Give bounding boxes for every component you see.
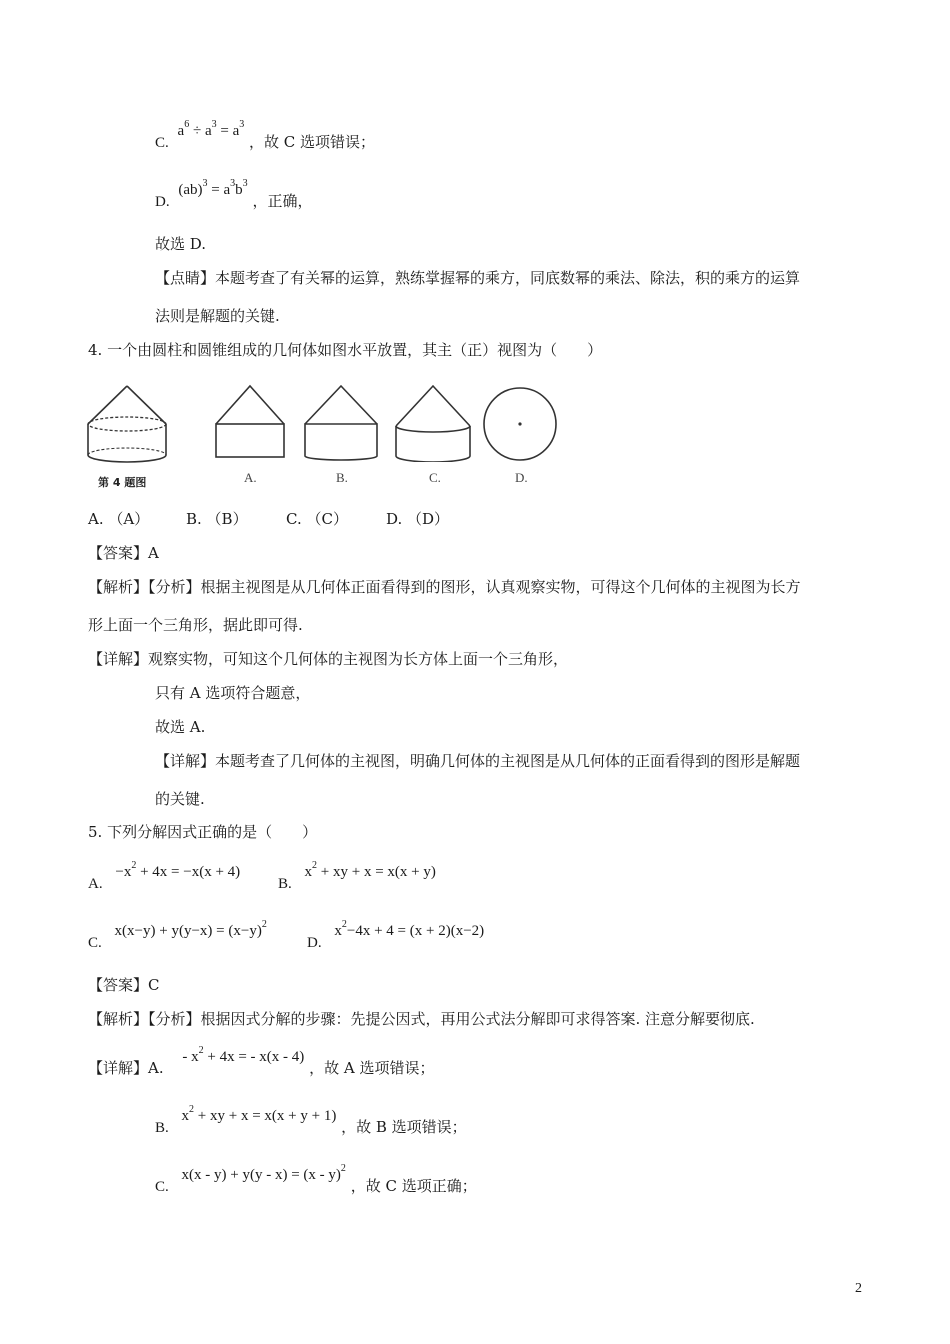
page-number: 2 (855, 1281, 862, 1296)
option-comment: ，故 B 选项错误； (341, 1118, 467, 1136)
q4-detail4-line2: 的关键. (155, 790, 205, 808)
math-expression: $x(x-y) + y(y-x) = (x-y)^2$ (114, 919, 267, 939)
detail-prefix: 【详解】A. (88, 1059, 164, 1077)
q4-detail2: 只有 A 选项符合题意， (155, 684, 311, 702)
option-label: D. (307, 935, 322, 951)
q5-detail-c (155, 1163, 477, 1197)
option-label: C. (155, 1179, 169, 1195)
option-label: C. (88, 935, 102, 951)
cylinder-cone-figure (86, 382, 168, 466)
q5-detail-b (155, 1104, 467, 1138)
q4-question: 4. 一个由圆柱和圆锥组成的几何体如图水平放置，其主（正）视图为（ ） (88, 341, 603, 359)
option-label: A. (88, 876, 103, 892)
math-expression: $x^2$ + xy + x = x(x + y + 1) (181, 1104, 337, 1124)
fig-label-b: B. (336, 470, 348, 485)
q4-answer: 【答案】A (88, 544, 159, 562)
q4-analysis-line2: 形上面一个三角形，据此即可得. (88, 616, 303, 634)
q5-option-a (88, 860, 241, 894)
q4-option-d: D. （D） (386, 510, 450, 528)
fig-label-a: A. (244, 470, 257, 485)
option-label: C. (155, 135, 169, 151)
q4-analysis-line1: 【解析】【分析】根据主视图是从几何体正面看得到的图形，认真观察实物，可得这个几何体的主视图为长方 (88, 578, 801, 596)
q4-detail4-line1: 【详解】本题考查了几何体的主视图，明确几何体的主视图是从几何体的正面看得到的图形是解题 (155, 752, 801, 770)
q5-option-b (278, 860, 436, 894)
math-expression: $x^2$ + xy + x = x(x + y) (304, 860, 436, 880)
view-d-figure (482, 386, 558, 462)
q3-option-d (155, 178, 313, 212)
fig-label-c: C. (429, 470, 441, 485)
option-label: B. (278, 876, 292, 892)
option-comment: ，故 C 选项正确； (350, 1177, 477, 1195)
math-expression: $a^6 \div a^3 = a^3$ (177, 119, 245, 139)
q4-detail3: 故选 A. (155, 718, 206, 736)
q4-option-c: C. （C） (286, 510, 348, 528)
view-b-figure (300, 382, 382, 462)
option-label: D. (155, 194, 170, 210)
q4-detail1: 【详解】观察实物，可知这个几何体的主视图为长方体上面一个三角形， (88, 650, 569, 668)
q5-answer: 【答案】C (88, 976, 160, 994)
math-expression: $(ab)^3 = a^3b^3$ (178, 178, 248, 198)
q3-choose: 故选 D. (155, 235, 207, 253)
q3-option-c (155, 119, 376, 153)
q4-option-a: A. （A） (88, 510, 150, 528)
option-comment: ，故 A 选项错误； (309, 1059, 435, 1077)
q4-option-b: B. （B） (186, 510, 248, 528)
q5-option-c (88, 919, 267, 953)
fig-label-d: D. (515, 470, 528, 485)
math-expression: $-x^2 + 4x = -x(x + 4)$ (115, 860, 241, 880)
q5-question: 5. 下列分解因式正确的是（ ） (88, 823, 318, 841)
q3-point-line1: 【点睛】本题考查了有关幂的运算，熟练掌握幂的乘方，同底数幂的乘法、除法，积的乘方的运算 (155, 269, 801, 287)
math-expression: x(x - y) + y(y - x) = (x - y)$^2$ (181, 1163, 346, 1183)
q5-detail-a (88, 1045, 435, 1079)
option-comment: ，故 C 选项错误； (249, 133, 376, 151)
view-c-figure (392, 382, 474, 462)
option-label: B. (155, 1120, 169, 1136)
q3-point-line2: 法则是解题的关键. (155, 307, 280, 325)
option-comment: ，正确， (252, 192, 313, 210)
q5-analysis: 【解析】【分析】根据因式分解的步骤：先提公因式，再用公式法分解即可求得答案. 注意分解要彻底. (88, 1010, 755, 1028)
q5-option-d (307, 919, 485, 953)
figure-caption: 第 4 题图 (98, 476, 147, 489)
math-expression: - $x^2 + 4x$ = - x(x - 4) (182, 1045, 305, 1065)
view-a-figure (210, 382, 290, 462)
math-expression: $x^2-4x + 4 = (x + 2)(x-2)$ (334, 919, 485, 939)
